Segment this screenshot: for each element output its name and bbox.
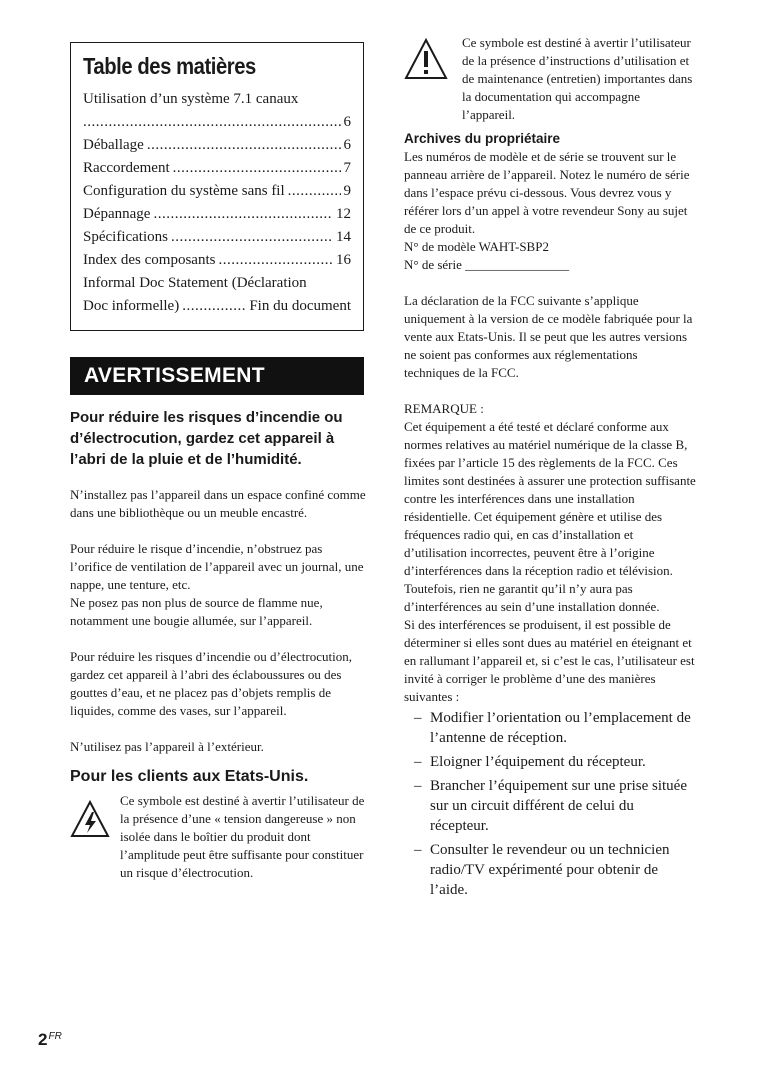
toc-entry-label: Utilisation d’un système 7.1 canaux bbox=[83, 91, 299, 107]
toc-entry-label: Spécifications bbox=[83, 229, 168, 245]
owner-records-heading: Archives du propriétaire bbox=[404, 131, 561, 146]
list-item bbox=[404, 752, 696, 772]
toc-entry-page: 6 bbox=[343, 114, 351, 130]
fcc-measures-list bbox=[404, 708, 696, 900]
left-column bbox=[70, 42, 366, 882]
toc-entry-label-cont: Doc informelle) bbox=[83, 298, 180, 314]
list-item bbox=[404, 840, 696, 900]
exclamation-symbol-text: Ce symbole est destiné à avertir l’utilisateur de la présence d’instructions d’utilisation et de maintenance (entretien) importantes dans la documentation qui accompagne l’appareil. bbox=[462, 35, 693, 122]
toc-entry-label: Déballage bbox=[83, 137, 144, 153]
toc-entry[interactable] bbox=[83, 203, 351, 226]
toc-title: Table des matières bbox=[83, 53, 256, 79]
toc-entry-page: 7 bbox=[343, 160, 351, 176]
toc-leader bbox=[153, 203, 333, 226]
toc-entry-page: 9 bbox=[343, 183, 351, 199]
toc-leader bbox=[218, 249, 333, 272]
toc-entry[interactable] bbox=[83, 249, 351, 272]
fcc-note-text-2: Si des interférences se produisent, il est possible de déterminer si elles sont dues au matériel en éteignant et en rallumant l’appareil et, si c’est le cas, l’utilisateur est invité à corriger le problème d’une des manières suivantes : bbox=[404, 617, 695, 704]
warning-paragraph: Ne posez pas non plus de source de flamme nue, notamment une bougie allumée, sur l’appareil. bbox=[70, 595, 323, 628]
list-dash: – bbox=[414, 778, 422, 794]
toc-leader bbox=[171, 226, 333, 249]
list-dash: – bbox=[414, 842, 422, 858]
toc-leader bbox=[147, 134, 341, 157]
list-item-text: Eloigner l’équipement du récepteur. bbox=[430, 754, 646, 770]
toc-entry-label: Informal Doc Statement (Déclaration bbox=[83, 275, 307, 291]
warning-paragraph: Pour réduire les risques d’incendie ou d’électrocution, gardez cet appareil à l’abri des éclaboussures ou des gouttes d’eau, et ne placez pas d’objets remplis de liquides, comme des vases, sur l’appareil. bbox=[70, 649, 352, 718]
warning-lead: Pour réduire les risques d’incendie ou d’électrocution, gardez cet appareil à l’abri de la pluie et de l’humidité. bbox=[70, 409, 343, 468]
list-item-text: Brancher l’équipement sur une prise située sur un circuit différent de celui du récepteur. bbox=[430, 778, 687, 834]
page-number-value: 2 bbox=[38, 1030, 48, 1049]
exclamation-warning-icon bbox=[404, 34, 462, 85]
toc-entry-page: Fin du document bbox=[249, 298, 351, 314]
warning-paragraph: Pour réduire le risque d’incendie, n’obstruez pas l’orifice de ventilation de l’appareil avec un journal, une nappe, une tenture, etc. bbox=[70, 541, 364, 592]
voltage-symbol-text: Ce symbole est destiné à avertir l’utilisateur de la présence d’une « tension dangereuse » non isolée dans le boîtier du produit dont l’amplitude peut être suffisante pour constituer un risque d’électrocution. bbox=[120, 793, 365, 880]
toc-entry[interactable] bbox=[83, 157, 351, 180]
toc-entry-label: Raccordement bbox=[83, 160, 170, 176]
page-language: FR bbox=[48, 1031, 62, 1042]
list-item-text: Modifier l’orientation ou l’emplacement de l’antenne de réception. bbox=[430, 710, 691, 746]
fcc-intro: La déclaration de la FCC suivante s’applique uniquement à la version de ce modèle fabriquée pour la vente aux Etats-Unis. Il se peut que les autres versions ne soient pas conformes aux réglementations techniques de la FCC. bbox=[404, 293, 693, 380]
model-number-line: N° de modèle WAHT-SBP2 bbox=[404, 239, 549, 254]
toc-entry-label: Index des composants bbox=[83, 252, 216, 268]
toc-entry-page: 14 bbox=[336, 229, 351, 245]
list-item-text: Consulter le revendeur ou un technicien radio/TV expérimenté pour obtenir de l’aide. bbox=[430, 842, 670, 898]
warning-paragraph: N’installez pas l’appareil dans un espace confiné comme dans une bibliothèque ou un meuble encastré. bbox=[70, 487, 366, 520]
warning-paragraph: N’utilisez pas l’appareil à l’extérieur. bbox=[70, 739, 264, 754]
list-item bbox=[404, 708, 696, 748]
page-number bbox=[38, 1030, 62, 1050]
us-clients-heading: Pour les clients aux Etats-Unis. bbox=[70, 768, 309, 785]
toc-entry[interactable] bbox=[83, 180, 351, 203]
toc-leader bbox=[83, 111, 341, 134]
toc-entry-label: Dépannage bbox=[83, 206, 151, 222]
list-dash: – bbox=[414, 754, 422, 770]
serial-number-line: N° de série ________________ bbox=[404, 257, 570, 272]
table-of-contents bbox=[70, 42, 364, 331]
fcc-note-text: Cet équipement a été testé et déclaré conforme aux normes relatives au matériel numérique de la classe B, fixées par l’article 15 des règlements de la FCC. Ces limites sont destinées à assurer une protection suffisante contre les interférences dans une installation résidentielle. Cet équipement génère et utilise des fréquences radio qui, en cas d’installation et d’utilisation incorrectes, peuvent être à l’origine d’interférences dans la réception radio et télévision. Toutefois, rien ne garantit qu’il n’y aura pas d’interférences au sein d’une installation donnée. bbox=[404, 419, 696, 614]
exclamation-symbol-notice bbox=[404, 34, 696, 124]
list-item bbox=[404, 776, 696, 836]
toc-leader bbox=[173, 157, 341, 180]
toc-entry[interactable] bbox=[83, 88, 351, 134]
toc-entry[interactable] bbox=[83, 134, 351, 157]
list-dash: – bbox=[414, 710, 422, 726]
warning-banner: AVERTISSEMENT bbox=[70, 357, 364, 395]
toc-entry-page: 6 bbox=[343, 137, 351, 153]
toc-entry[interactable] bbox=[83, 226, 351, 249]
right-column bbox=[404, 34, 696, 904]
toc-entry-page: 16 bbox=[336, 252, 351, 268]
toc-leader bbox=[288, 180, 341, 203]
toc-leader bbox=[182, 295, 246, 318]
owner-records-text: Les numéros de modèle et de série se trouvent sur le panneau arrière de l’appareil. Notez le numéro de série dans l’espace prévu ci-dessous. Vous devrez vous y référer lors d’un appel à votre revendeur Sony au sujet de ce produit. bbox=[404, 149, 690, 236]
toc-entry[interactable] bbox=[83, 272, 351, 318]
toc-entry-label: Configuration du système sans fil bbox=[83, 183, 285, 199]
lightning-warning-icon bbox=[70, 792, 120, 843]
toc-entry-page: 12 bbox=[336, 206, 351, 222]
voltage-symbol-notice bbox=[70, 792, 366, 882]
fcc-note-label: REMARQUE : bbox=[404, 401, 484, 416]
